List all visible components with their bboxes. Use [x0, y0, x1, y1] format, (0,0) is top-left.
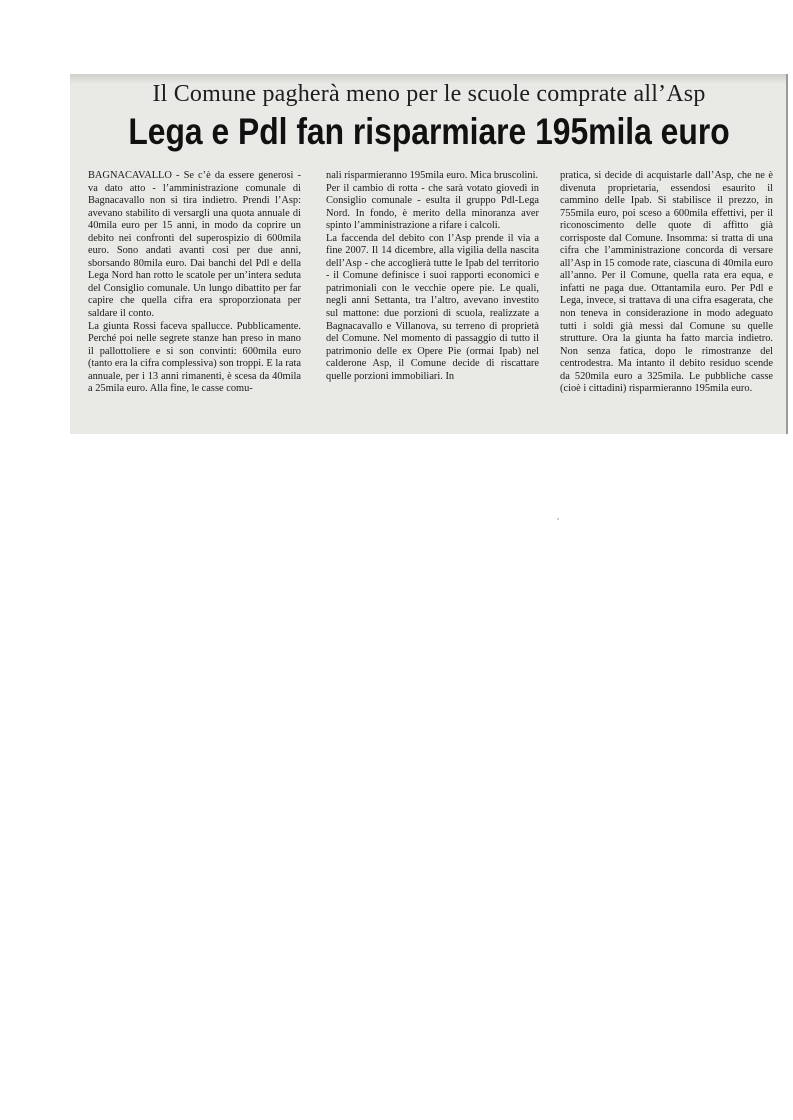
article-column-2: [326, 170, 539, 383]
paragraph: La giunta Rossi faceva spallucce. Pubblicamente. Perché poi nelle segrete stanze han preso in mano il pallottoliere e si son convinti: 600mila euro (tanto era la cifra complessiva) son troppi. E la rata annuale, per i 13 anni rimanenti, è scesa da 40mila a 25mila euro. Alla fine, le casse comu-: [88, 320, 301, 395]
article-headline: Lega e Pdl fan risparmiare 195mila euro: [128, 111, 730, 152]
paragraph: La faccenda del debito con l’Asp prende il via a fine 2007. Il 14 dicembre, alla vigilia della nascita dell’Asp - che accoglierà tutte le Ipab del territorio - il Comune definisce i suoi rapporti economici e patrimoniali con le vecchie opere pie. Le quali, negli anni Settanta, tra l’altro, avevano investito sul mattone: due porzioni di scuola, realizzate a Bagnacavallo e Villanova, su terreno di proprietà del Comune. Nel momento di passaggio di tutto il patrimonio delle ex Opere Pie (ormai Ipab) nel calderone Asp, il Comune decide di riscattare quelle porzioni immobiliari. In: [326, 232, 539, 382]
scan-speck: [557, 518, 559, 520]
article-subtitle: Il Comune pagherà meno per le scuole comprate all’Asp: [152, 81, 706, 107]
clipping-edge: [786, 74, 788, 434]
paragraph: pratica, si decide di acquistarle dall’Asp, che ne è divenuta proprietaria, essendosi esaurito il cammino delle Ipab. Si stabilisce il prezzo, in 755mila euro, poi sceso a 600mila effettivi, per il riconoscimento delle quote di affitto già corrisposte dal Comune. Insomma: si tratta di una cifra che l’amministrazione concorda di versare all’Asp in 15 comode rate, ciascuna di 40mila euro all’anno. Per il Comune, quella rata era equa, e infatti ne paga due. Ottantamila euro. Per Pdl e Lega, invece, si trattava di una cifra esagerata, che non teneva in considerazione in modo adeguato tutti i soldi già messi dal Comune su quelle strutture. Ora la giunta ha fatto marcia indietro. Non senza fatica, dopo le rimostranze del centrodestra. Ma intanto il debito residuo scende da 520mila euro a 325mila. Le pubbliche casse (cioè i cittadini) risparmieranno 195mila euro.: [560, 170, 773, 395]
paragraph: nali risparmieranno 195mila euro. Mica bruscolini.: [326, 170, 539, 181]
paragraph: BAGNACAVALLO - Se c’è da essere generosi - va dato atto - l’amministrazione comunale di Bagnacavallo non si tira indietro. Prendi l’Asp: avevano stabilito di versargli una quota annuale di 40mila euro per 15 anni, in modo da coprire un debito nei confronti del superospizio di 600mila euro. Sono andati avanti così per due anni, sborsando 80mila euro. Dai banchi del Pdl e della Lega Nord han rotto le scatole per un’intera seduta del Consiglio comunale. Un lungo dibattito per far capire che quella cifra era sproporzionata per saldare il conto.: [88, 170, 301, 320]
newspaper-clipping: [70, 74, 788, 434]
article-column-1: [88, 170, 301, 396]
paragraph: Per il cambio di rotta - che sarà votato giovedì in Consiglio comunale - esulta il gruppo Pdl-Lega Nord. In fondo, è merito della minoranza aver spinto l’amministrazione a rifare i calcoli.: [326, 182, 539, 232]
article-column-3: [560, 170, 773, 396]
